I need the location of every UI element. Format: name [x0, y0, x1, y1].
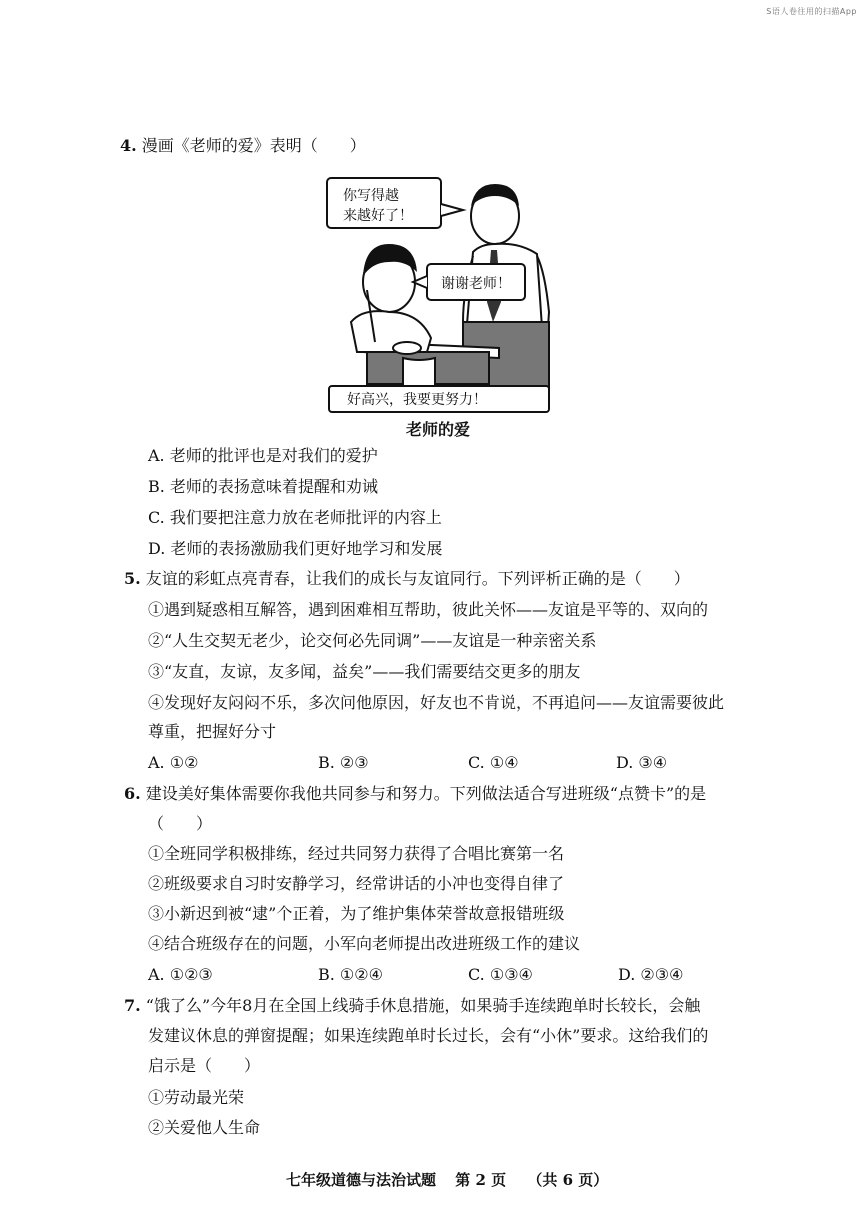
q6-item-2: ②班级要求自习时安静学习，经常讲话的小冲也变得自律了: [148, 874, 565, 893]
question-7: [124, 996, 700, 1016]
footer-page: 第 2 页: [455, 1171, 507, 1189]
cartoon-bottom-box: [329, 386, 549, 412]
q5-choices: [148, 753, 667, 773]
page-footer: [286, 1170, 608, 1190]
teacher-bubble-line1: 你写得越: [343, 188, 399, 204]
q5-item-3: ③“友直，友谅，友多闻，益矣”——我们需要结交更多的朋友: [148, 662, 581, 681]
question-stem: 友谊的彩虹点亮青春，让我们的成长与友谊同行。下列评析正确的是（ ）: [145, 569, 690, 588]
cartoon-caption: 老师的爱: [406, 420, 471, 439]
q5-item-2: ②“人生交契无老少，论交何必先同调”——友谊是一种亲密关系: [148, 631, 597, 650]
q7-item-2: ②关爱他人生命: [148, 1118, 261, 1137]
q5-choice-d: D. ③④: [616, 753, 668, 772]
q5-choice-a: A. ①②: [148, 753, 199, 772]
q4-option-a: A. 老师的批评也是对我们的爱护: [148, 446, 378, 465]
q4-option-c: C. 我们要把注意力放在老师批评的内容上: [148, 508, 442, 527]
q7-stem-line2: 发建议休息的弹窗提醒；如果连续跑单时长过长，会有“小休”要求。这给我们的: [148, 1026, 709, 1045]
question-5: [124, 569, 690, 589]
q7-stem-line3: 启示是（ ）: [148, 1056, 261, 1075]
question-6: [124, 784, 706, 804]
q6-choice-c: C. ①③④: [468, 965, 533, 984]
teacher-bubble-line2: 来越好了！: [343, 208, 413, 224]
q5-choice-b: B. ②③: [318, 753, 369, 772]
question-number: 4.: [120, 136, 137, 155]
student-speech-bubble: [413, 264, 525, 300]
q4-option-b: B. 老师的表扬意味着提醒和劝诫: [148, 477, 378, 496]
question-4: [120, 136, 366, 156]
q6-item-4: ④结合班级存在的问题，小军向老师提出改进班级工作的建议: [148, 934, 581, 953]
question-number: 6.: [124, 784, 141, 803]
q6-choices: [148, 965, 683, 985]
q6-choice-a: A. ①②③: [148, 965, 213, 984]
question-stem: “饿了么”今年8月在全国上线骑手休息措施，如果骑手连续跑单时长较长，会触: [145, 996, 701, 1015]
footer-title: 七年级道德与法治试题: [286, 1171, 437, 1189]
watermark: S语人卷往用的扫描App: [766, 7, 857, 16]
question-stem: 漫画《老师的爱》表明（ ）: [141, 136, 366, 155]
cartoon-teacher-love: [323, 172, 555, 416]
q5-item-4: ④发现好友闷闷不乐，多次问他原因，好友也不肯说，不再追问——友谊需要彼此: [148, 693, 725, 712]
question-number: 5.: [124, 569, 141, 588]
cartoon-bottom-text: 好高兴，我要更努力！: [347, 392, 487, 408]
q6-choice-b: B. ①②④: [318, 965, 383, 984]
q6-stem-cont: （ ）: [148, 814, 213, 833]
question-number: 7.: [124, 996, 141, 1015]
footer-total: （共 6 页）: [527, 1171, 609, 1189]
q6-item-1: ①全班同学积极排练，经过共同努力获得了合唱比赛第一名: [148, 844, 565, 863]
student-bubble-text: 谢谢老师！: [441, 276, 511, 292]
q4-option-d: D. 老师的表扬激励我们更好地学习和发展: [148, 539, 443, 558]
q7-item-1: ①劳动最光荣: [148, 1088, 245, 1107]
q6-item-3: ③小新迟到被“逮”个正着，为了维护集体荣誉故意报错班级: [148, 904, 565, 923]
q5-item-4-cont: 尊重，把握好分寸: [148, 722, 277, 741]
q5-choice-c: C. ①④: [468, 753, 519, 772]
question-stem: 建设美好集体需要你我他共同参与和努力。下列做法适合写进班级“点赞卡”的是: [145, 784, 707, 803]
q5-item-1: ①遇到疑惑相互解答，遇到困难相互帮助，彼此关怀——友谊是平等的、双向的: [148, 600, 709, 619]
q6-choice-d: D. ②③④: [618, 965, 684, 984]
